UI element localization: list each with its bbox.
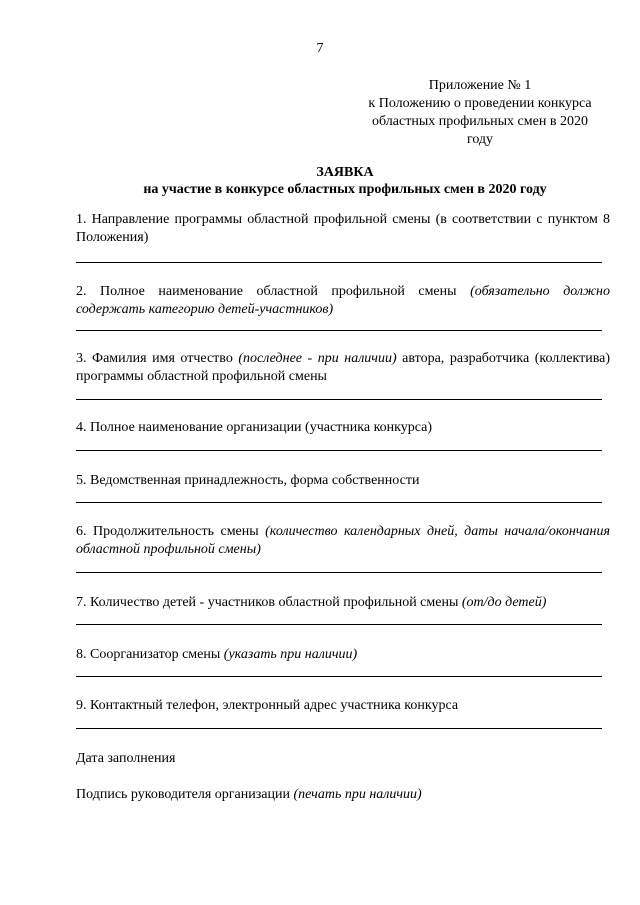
item-text: 5. Ведомственная принадлежность, форма собственности [76,473,420,488]
answer-line-author[interactable] [76,399,602,400]
fill-date-label: Дата заполнения [76,751,176,766]
appendix-line: Приложение № 1 [428,78,532,93]
form-item-direction [76,211,610,247]
form-item-shift-name [76,283,610,319]
signature-label [76,786,616,804]
item-text: 9. Контактный телефон, электронный адрес участника конкурса [76,698,459,713]
item-text: 4. Полное наименование организации (участника конкурса) [76,420,433,435]
answer-line-duration[interactable] [76,572,602,573]
page-number: 7 [316,41,324,56]
item-text: 3. Фамилия имя отчество [76,351,239,366]
answer-line-co-organizer[interactable] [76,676,602,677]
item-text-tail: автора, разработчика (коллектива) программы областной профильной смены [76,351,610,384]
answer-line-organization[interactable] [76,450,602,451]
item-hint: (последнее - при наличии) [238,351,397,366]
item-text: 2. Полное наименование областной профильной смены [76,284,471,299]
appendix-block [345,77,615,149]
form-item-author [76,350,610,386]
item-hint: (количество календарных дней, даты начала/окончания областной профильной смены) [76,524,610,557]
answer-line-children-count[interactable] [76,624,602,625]
item-hint: (указать при наличии) [223,647,358,662]
document-subtitle: на участие в конкурсе областных профильных смен в 2020 году [143,182,547,197]
form-item-affiliation [76,472,610,490]
signature-hint: (печать при наличии) [293,787,422,802]
form-item-duration [76,523,610,559]
form-item-organization [76,419,610,437]
appendix-line: к Положению о проведении конкурса [368,96,592,111]
appendix-line: году [466,132,494,147]
item-text: 7. Количество детей - участников областной профильной смены [76,595,462,610]
document-title: ЗАЯВКА [316,165,374,180]
signature-text: Подпись руководителя организации [76,787,294,802]
item-text: 1. Направление программы областной профильной смены (в соответствии с пунктом 8 Положения) [76,212,610,245]
form-item-co-organizer [76,646,610,664]
item-hint: (от/до детей) [461,595,547,610]
appendix-line: областных профильных смен в 2020 [372,114,588,129]
item-text: 8. Соорганизатор смены [76,647,224,662]
item-text: 6. Продолжительность смены [76,524,266,539]
answer-line-contacts[interactable] [76,728,602,729]
item-hint: (обязательно должно содержать категорию детей-участников) [76,284,611,317]
answer-line-affiliation[interactable] [76,502,602,503]
form-item-contacts [76,697,610,715]
answer-line-shift-name[interactable] [76,330,602,331]
form-item-children-count [76,594,610,612]
answer-line-direction[interactable] [76,262,602,263]
